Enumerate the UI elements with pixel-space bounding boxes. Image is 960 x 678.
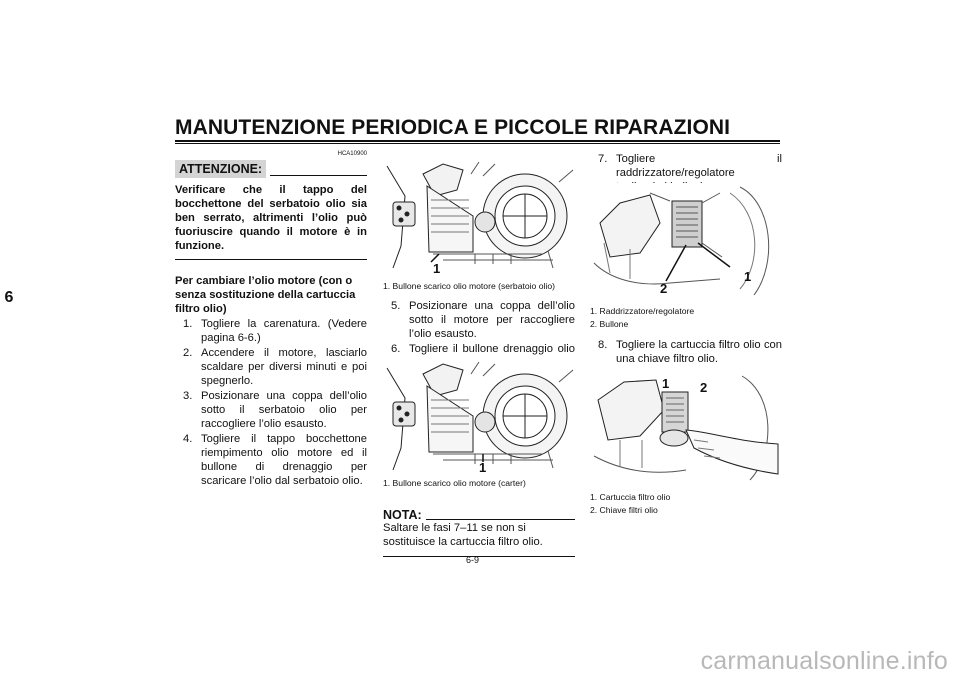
step-number: 1. bbox=[183, 318, 193, 330]
step-number: 5. bbox=[391, 300, 401, 312]
figure-4-caption bbox=[590, 491, 782, 517]
figure-4-caption-2: 2. Chiave filtri olio bbox=[590, 505, 658, 515]
figure-4-callout-1: 1 bbox=[662, 376, 670, 391]
step-item bbox=[383, 299, 575, 341]
figure-4-callout-2: 2 bbox=[700, 380, 708, 395]
step-text: Togliere la cartuccia filtro olio con una chiave filtro olio. bbox=[616, 339, 782, 365]
figure-4-caption-1: 1. Cartuccia filtro olio bbox=[590, 492, 671, 502]
figure-1-caption: 1. Bullone scarico olio motore (serbatoio olio) bbox=[383, 281, 555, 291]
step-item bbox=[175, 317, 367, 345]
chapter-tab: 6 bbox=[4, 289, 14, 306]
page-title: MANUTENZIONE PERIODICA E PICCOLE RIPARAZIONI bbox=[175, 116, 731, 139]
figure-2-caption: 1. Bullone scarico olio motore (carter) bbox=[383, 478, 526, 488]
attention-header bbox=[175, 160, 367, 178]
title-rule bbox=[175, 140, 780, 142]
step-number: 8. bbox=[598, 339, 608, 351]
nota-label: NOTA: bbox=[383, 508, 422, 522]
attention-rule bbox=[270, 175, 367, 176]
step-text: Togliere la carenatura. (Vedere pagina 6-6.) bbox=[201, 318, 367, 344]
figure-3-rectifier-regulator bbox=[590, 183, 782, 297]
steps-list-3b bbox=[590, 338, 782, 366]
watermark: carmanualsonline.info bbox=[700, 647, 948, 675]
step-text: Togliere il raddrizzatore/regolatore bbox=[616, 153, 782, 179]
figure-3-callout-2: 2 bbox=[660, 281, 668, 296]
figure-3-caption-1: 1. Raddrizzatore/regolatore bbox=[590, 306, 695, 316]
step-number: 3. bbox=[183, 390, 193, 402]
nota-rule bbox=[426, 519, 575, 520]
step-text: Posizionare una coppa dell’olio sotto il serbatoio olio per raccogliere l’olio esausto. bbox=[201, 390, 367, 430]
figure-3-callout-1: 1 bbox=[744, 269, 752, 284]
step-text: Togliere il tappo bocchettone riempimento olio motore ed il bullone di drenaggio per scaricare l’olio dal serbatoio olio. bbox=[201, 433, 367, 487]
attention-text: Verificare che il tappo del bocchettone del serbatoio olio sia ben serrato, altrimenti l’olio può fuoriuscire quando il motore è in funzione. bbox=[175, 183, 367, 260]
step-number: 4. bbox=[183, 433, 193, 445]
attention-code: HCA10900 bbox=[337, 151, 367, 157]
figure-2-engine-crankcase bbox=[383, 358, 575, 474]
figure-2-callout-1: 1 bbox=[479, 460, 487, 474]
nota-header bbox=[383, 508, 575, 522]
step-text: Posizionare una coppa dell’olio sotto il motore per raccogliere l’olio esausto. bbox=[409, 300, 575, 340]
figure-1-engine-oil-tank bbox=[383, 156, 575, 274]
step-number: 7. bbox=[598, 153, 608, 165]
step-item bbox=[175, 432, 367, 488]
step-number: 2. bbox=[183, 347, 193, 359]
step-text: Togliere il bullone drenaggio olio bbox=[409, 343, 575, 355]
attention-label: ATTENZIONE: bbox=[175, 160, 266, 178]
page-number: 6-9 bbox=[466, 555, 480, 565]
step-item bbox=[590, 338, 782, 366]
nota-text: Saltare le fasi 7–11 se non si sostituisce la cartuccia filtro olio. bbox=[383, 521, 575, 557]
figure-3-caption bbox=[590, 305, 782, 331]
section-heading: Per cambiare l’olio motore (con o senza sostituzione della cartuccia filtro olio) bbox=[175, 275, 356, 315]
step-item bbox=[175, 389, 367, 431]
steps-list-1 bbox=[175, 317, 367, 488]
column-1 bbox=[175, 150, 367, 488]
column-3-bottom bbox=[590, 337, 782, 366]
figure-3-caption-2: 2. Bullone bbox=[590, 319, 629, 329]
figure-4-oil-filter-cartridge bbox=[590, 370, 782, 484]
title-rule-thin bbox=[175, 143, 780, 144]
step-item bbox=[175, 346, 367, 388]
step-number: 6. bbox=[391, 343, 401, 355]
step-text: Accendere il motore, lasciarlo scaldare per diversi minuti e poi spegnerlo. bbox=[201, 347, 367, 387]
figure-1-callout-1: 1 bbox=[433, 261, 441, 274]
